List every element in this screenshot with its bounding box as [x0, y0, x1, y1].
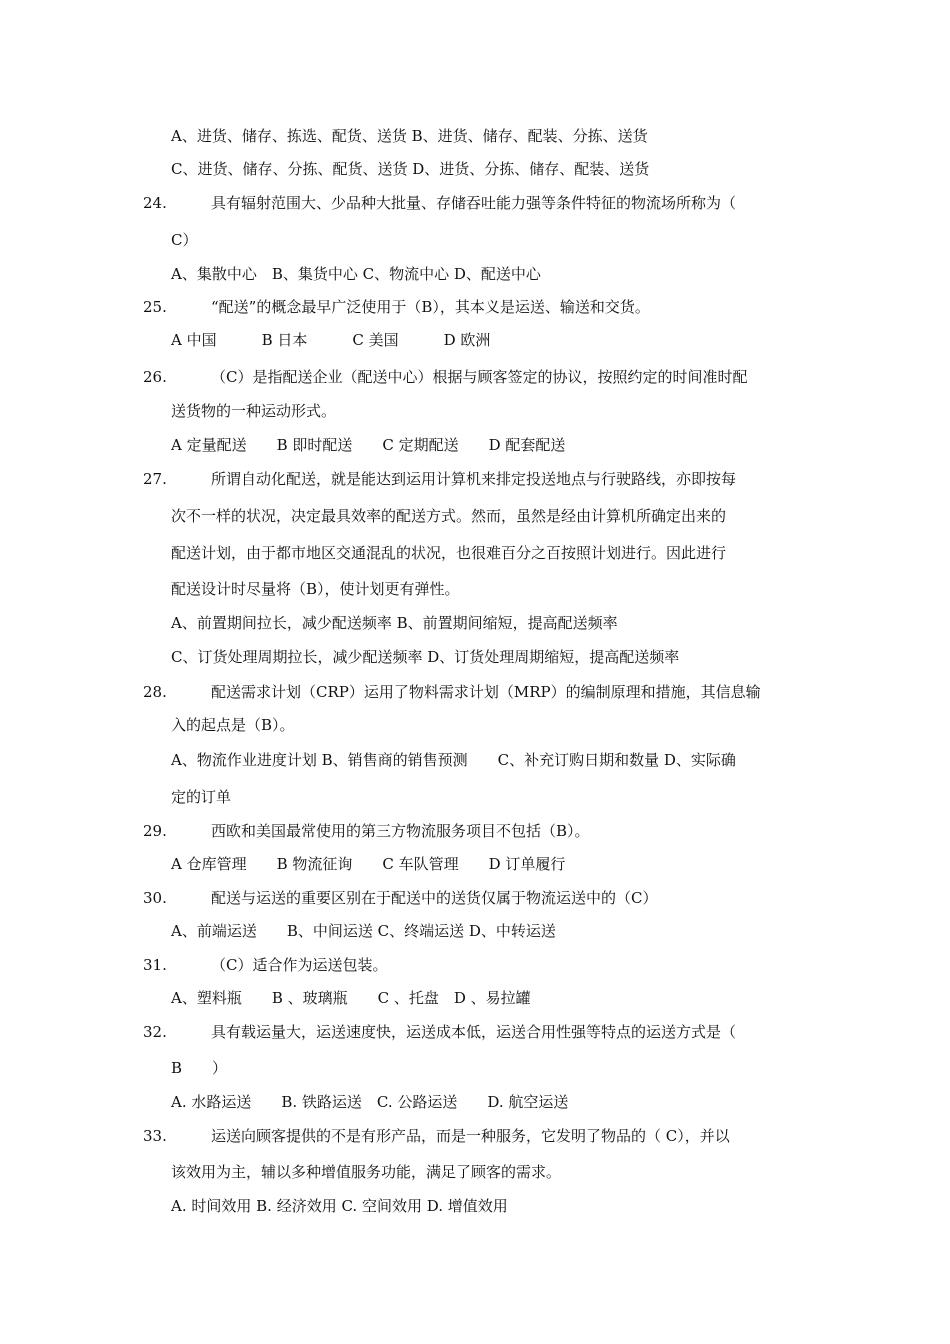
q33-options: A. 时间效用 B. 经济效用 C. 空间效用 D. 增值效用 [171, 1197, 508, 1215]
q27-options-line-1: A、前置期间拉长，减少配送频率 B、前置期间缩短，提高配送频率 [171, 614, 618, 632]
q28-options-line-2: 定的订单 [171, 788, 232, 806]
q31-options: A、塑料瓶 B 、玻璃瓶 C 、托盘 D 、易拉罐 [171, 989, 531, 1007]
q29-options: A 仓库管理 B 物流征询 C 车队管理 D 订单履行 [171, 855, 566, 873]
q27-stem-line-3: 配送计划，由于都市地区交通混乱的状况，也很难百分之百按照计划进行。因此进行 [171, 544, 727, 562]
q30-number: 30. [143, 889, 167, 907]
q27-options-line-2: C、订货处理周期拉长，减少配送频率 D、订货处理周期缩短，提高配送频率 [171, 648, 680, 666]
q29-number: 29. [143, 822, 167, 840]
q24-number: 24. [143, 194, 167, 212]
q28-number: 28. [143, 683, 167, 701]
q26-stem-line-2: 送货物的一种运动形式。 [171, 402, 337, 420]
q26-number: 26. [143, 368, 167, 386]
q25-number: 25. [143, 298, 167, 316]
q23-options-line-2: C、进货、储存、分拣、配货、送货 D、进货、分拣、储存、配装、送货 [171, 160, 650, 178]
q27-number: 27. [143, 470, 167, 488]
q30-options: A、前端运送 B、中间运送 C、终端运送 D、中转运送 [171, 922, 556, 940]
q28-options-line-1: A、物流作业进度计划 B、销售商的销售预测 C、补充订购日期和数量 D、实际确 [171, 751, 736, 769]
q24-options: A、集散中心 B、集货中心 C、物流中心 D、配送中心 [171, 265, 541, 283]
q33-number: 33. [143, 1127, 167, 1145]
q30-stem: 配送与运送的重要区别在于配送中的送货仅属于物流运送中的（C） [211, 889, 658, 907]
q31-stem: （C）适合作为运送包装。 [211, 956, 388, 974]
q26-stem-line-1: （C）是指配送企业（配送中心）根据与顾客签定的协议，按照约定的时间准时配 [211, 368, 748, 386]
q26-options: A 定量配送 B 即时配送 C 定期配送 D 配套配送 [171, 436, 566, 454]
q31-number: 31. [143, 956, 167, 974]
q29-stem: 西欧和美国最常使用的第三方物流服务项目不包括（B）。 [211, 822, 590, 840]
q24-stem-line-2: C） [171, 231, 198, 249]
q32-options: A. 水路运送 B. 铁路运送 C. 公路运送 D. 航空运送 [171, 1093, 569, 1111]
q33-stem-line-2: 该效用为主，辅以多种增值服务功能，满足了顾客的需求。 [171, 1163, 562, 1181]
q32-number: 32. [143, 1023, 167, 1041]
q32-stem-line-2: B ） [171, 1059, 228, 1077]
q27-stem-line-2: 次不一样的状况，决定最具效率的配送方式。然而，虽然是经由计算机所确定出来的 [171, 507, 727, 525]
q32-stem-line-1: 具有载运量大，运送速度快，运送成本低，运送合用性强等特点的运送方式是（ [211, 1023, 737, 1041]
q28-stem-line-2: 入的起点是（B）。 [171, 716, 295, 734]
q27-stem-line-1: 所谓自动化配送，就是能达到运用计算机来排定投送地点与行驶路线，亦即按每 [211, 470, 737, 488]
q25-stem: “配送”的概念最早广泛使用于（B），其本义是运送、输送和交货。 [211, 298, 650, 316]
q33-stem-line-1: 运送向顾客提供的不是有形产品，而是一种服务，它发明了物品的（ C），并以 [211, 1127, 730, 1145]
q24-stem-line-1: 具有辐射范围大、少品种大批量、存储吞吐能力强等条件特征的物流场所称为（ [211, 194, 737, 212]
q27-stem-line-4: 配送设计时尽量将（B），使计划更有弹性。 [171, 580, 460, 598]
q28-stem-line-1: 配送需求计划（CRP）运用了物料需求计划（MRP）的编制原理和措施，其信息输 [211, 683, 761, 701]
q25-options: A 中国 B 日本 C 美国 D 欧洲 [171, 331, 491, 349]
q23-options-line-1: A、进货、储存、拣选、配货、送货 B、进货、储存、配装、分拣、送货 [171, 127, 648, 145]
